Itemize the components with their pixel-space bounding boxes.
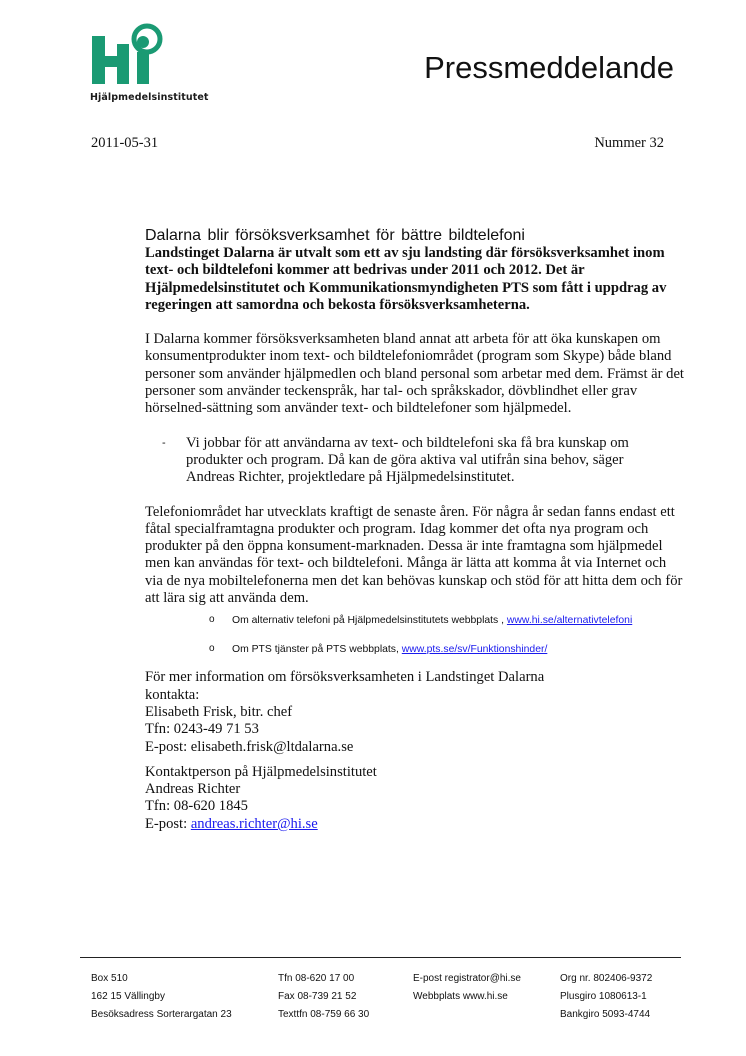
body-paragraph-2: Telefoniområdet har utvecklats kraftigt de senaste åren. För några år sedan fanns endast ett fåtal specialframtagna produkter och program. Idag kommer det ofta nya program och produkter på den öppna konsument-marknaden. Dessa är inte framtagna som hjälpmedel men kan användas för text- och bildtelefoni. Många är lätta att komma åt via Internet och via de nya mobiltelefonerna men det kan behövas kunskap och stöd för att hitta dem och för att lära sig att använda dem. [145, 503, 683, 607]
press-body [145, 226, 685, 833]
contact-block-dalarna [145, 669, 685, 755]
contact-line: Tfn: 08-620 1845 [145, 798, 248, 815]
email-label: E-post: [145, 815, 191, 832]
contact-line: E-post: elisabeth.frisk@ltdalarna.se [145, 738, 354, 755]
footer-line: Besöksadress Sorterargatan 23 [91, 1009, 232, 1020]
circle-bullet-icon: o [209, 643, 215, 655]
contact-line: För mer information om försöksverksamheten i Landstinget Dalarna [145, 669, 545, 686]
list-item [145, 640, 685, 659]
dash-bullet: - [162, 436, 166, 449]
contact-line: Tfn: 0243-49 71 53 [145, 721, 259, 738]
footer-line: Plusgiro 1080613-1 [560, 991, 647, 1002]
link-description: Om alternativ telefoni på Hjälpmedelsinstitutets webbplats , [232, 615, 507, 627]
footer-phones [278, 970, 369, 1024]
body-paragraph-1: I Dalarna kommer försöksverksamheten bland annat att arbeta för att öka kunskapen om konsumentprodukter inom text- och bildtelefoniområdet (program som Skype) både bland personer som använder hjälpmedlen och bland personal som arbetar med dem. Främst är det personer som använder teckenspråk, har tal- och språkskador, dövblindhet eller grav hörselned-sättning som använder text- och bildtelefoner som hjälpmedel. [145, 331, 684, 417]
footer-line: Fax 08-739 21 52 [278, 991, 357, 1002]
footer-web [413, 970, 521, 1006]
press-date: 2011-05-31 [91, 135, 159, 151]
footer-line: Org nr. 802406-9372 [560, 973, 653, 984]
hi-logo-icon [90, 22, 168, 88]
headline: Dalarna blir försöksverksamhet för bättre bildtelefoni [145, 227, 525, 244]
link-pts-funktionshinder[interactable]: www.pts.se/sv/Funktionshinder/ [401, 644, 548, 656]
contact-line: Elisabeth Frisk, bitr. chef [145, 703, 293, 720]
footer-org [560, 970, 652, 1024]
contact-line: Kontaktperson på Hjälpmedelsinstitutet [145, 763, 377, 780]
footer-address [91, 970, 232, 1024]
quote-text: Vi jobbar för att användarna av text- och bildtelefoni ska få bra kunskap om produkter och program. Då kan de göra aktiva val utifrån sina behov, säger Andreas Richter, projektledare på Hjälpmedelsinstitutet. [186, 434, 629, 486]
contact-line: Andreas Richter [145, 781, 241, 798]
link-hi-alternativtelefoni[interactable]: www.hi.se/alternativtelefoni [506, 615, 633, 627]
contact-line: kontakta: [145, 686, 200, 703]
link-description: Om PTS tjänster på PTS webbplats, [232, 644, 402, 656]
footer-line: 162 15 Vällingby [91, 991, 165, 1002]
lead-paragraph: Landstinget Dalarna är utvalt som ett av sju landsting där försöksverksamhet inom text- och bildtelefoni kommer att bedrivas under 2011 och 2012. Det är Hjälpmedelsinstitutet och Kommunikationsmyndigheten PTS som fått i uppdrag av regeringen att samordna och bekosta försöksverksamheterna. [145, 245, 667, 313]
list-item [145, 611, 685, 630]
hi-logo [90, 22, 220, 108]
footer-line: E-post registrator@hi.se [413, 973, 521, 984]
quote-block [145, 435, 666, 487]
press-number: Nummer 32 [594, 135, 664, 151]
document-type-title: Pressmeddelande [424, 50, 674, 85]
footer-line: Bankgiro 5093-4744 [560, 1009, 651, 1020]
footer-line: Webbplats www.hi.se [413, 991, 508, 1002]
footer-divider [80, 957, 681, 958]
contact-line [145, 816, 685, 833]
contact-block-hi [145, 764, 685, 833]
logo-wordmark: Hjälpmedelsinstitutet [90, 92, 209, 103]
footer-line: Texttfn 08-759 66 30 [278, 1009, 370, 1020]
footer-line: Tfn 08-620 17 00 [278, 973, 355, 984]
circle-bullet-icon: o [209, 614, 215, 626]
email-link-andreas[interactable]: andreas.richter@hi.se [190, 815, 318, 832]
link-list [145, 611, 685, 659]
footer-line: Box 510 [91, 973, 128, 984]
